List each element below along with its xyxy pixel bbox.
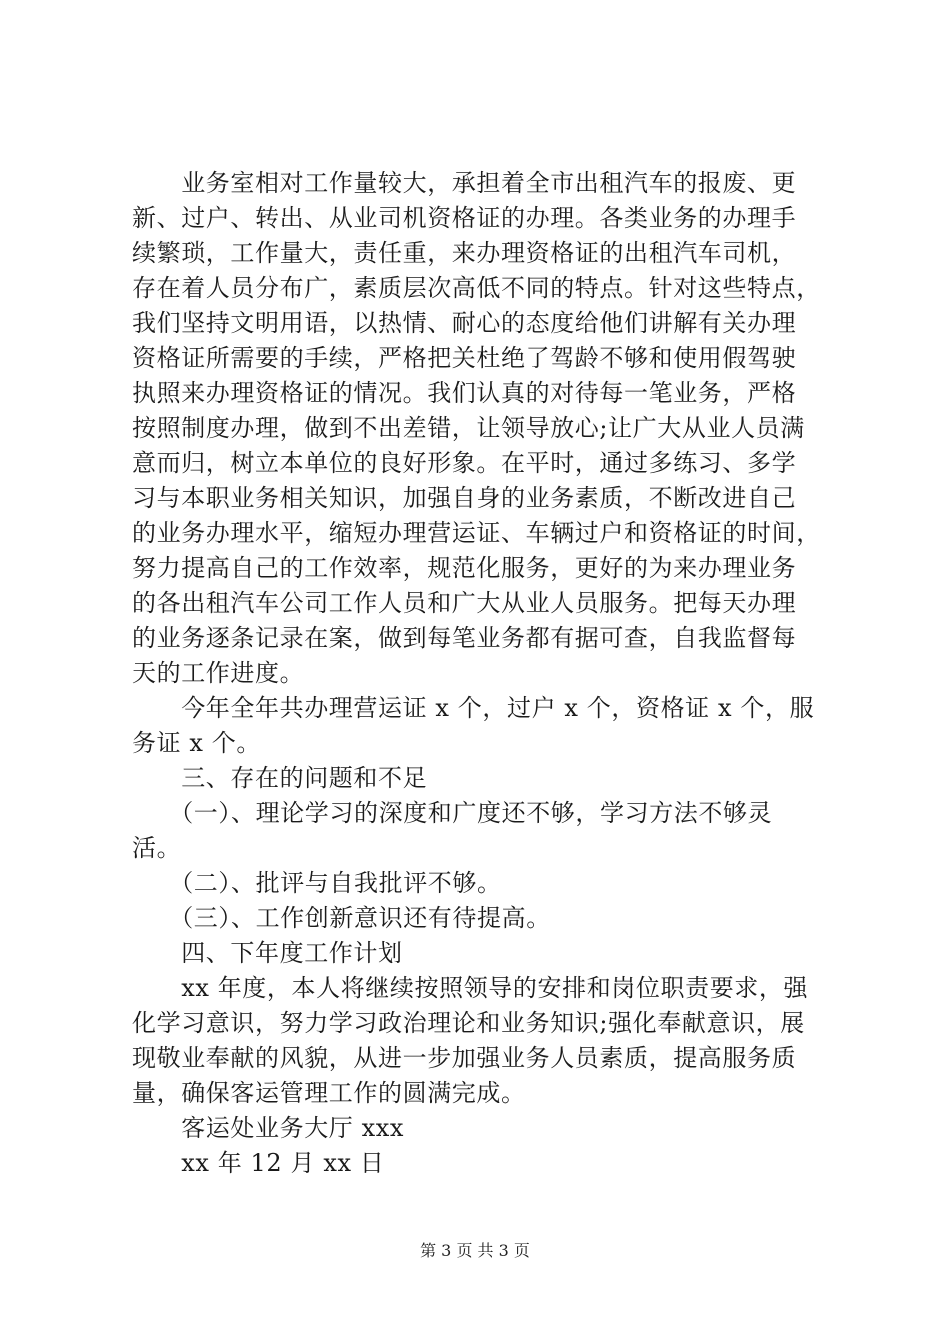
text-line: 执照来办理资格证的情况。我们认真的对待每一笔业务，严格 (132, 379, 797, 407)
text-line: 的业务办理水平，缩短办理营运证、车辆过户和资格证的时间， (132, 519, 821, 547)
text-line: 资格证所需要的手续，严格把关杜绝了驾龄不够和使用假驾驶 (132, 344, 797, 372)
text-line: 务证 x 个。 (132, 729, 261, 757)
text-line: 存在着人员分布广，素质层次高低不同的特点。针对这些特点， (132, 274, 821, 302)
text-line: 业务室相对工作量较大，承担着全市出租汽车的报废、更 (132, 169, 797, 197)
text-line: 今年全年共办理营运证 x 个，过户 x 个，资格证 x 个，服 (132, 694, 815, 722)
text-line: 新、过户、转出、从业司机资格证的办理。各类业务的办理手 (132, 204, 797, 232)
text-line: xx 年度，本人将继续按照领导的安排和岗位职责要求，强 (132, 974, 809, 1002)
text-line: 习与本职业务相关知识，加强自身的业务素质，不断改进自己 (132, 484, 797, 512)
text-line: 活。 (132, 834, 182, 862)
text-line: （三）、工作创新意识还有待提高。 (132, 904, 551, 932)
text-line: 的业务逐条记录在案，做到每笔业务都有据可查，自我监督每 (132, 624, 797, 652)
date-line: xx 年 12 月 xx 日 (132, 1149, 385, 1177)
text-line: 努力提高自己的工作效率，规范化服务，更好的为来办理业务 (132, 554, 797, 582)
signature-line: 客运处业务大厅 xxx (132, 1114, 405, 1142)
text-line: 化学习意识，努力学习政治理论和业务知识;强化奉献意识，展 (132, 1009, 805, 1037)
section-heading: 三、存在的问题和不足 (132, 764, 428, 792)
text-line: 按照制度办理，做到不出差错，让领导放心;让广大从业人员满 (132, 414, 805, 442)
text-line: （二）、批评与自我批评不够。 (132, 869, 502, 897)
text-line: 天的工作进度。 (132, 659, 305, 687)
text-line: 量，确保客运管理工作的圆满完成。 (132, 1079, 526, 1107)
text-line: 现敬业奉献的风貌，从进一步加强业务人员素质，提高服务质 (132, 1044, 797, 1072)
text-line: 我们坚持文明用语，以热情、耐心的态度给他们讲解有关办理 (132, 309, 797, 337)
text-line: 意而归，树立本单位的良好形象。在平时，通过多练习、多学 (132, 449, 797, 477)
text-line: （一）、理论学习的深度和广度还不够，学习方法不够灵 (132, 799, 773, 827)
page-number-footer: 第 3 页 共 3 页 (420, 1241, 530, 1260)
text-line: 的各出租汽车公司工作人员和广大从业人员服务。把每天办理 (132, 589, 797, 617)
text-line: 续繁琐，工作量大，责任重，来办理资格证的出租汽车司机， (132, 239, 797, 267)
section-heading: 四、下年度工作计划 (132, 939, 403, 967)
